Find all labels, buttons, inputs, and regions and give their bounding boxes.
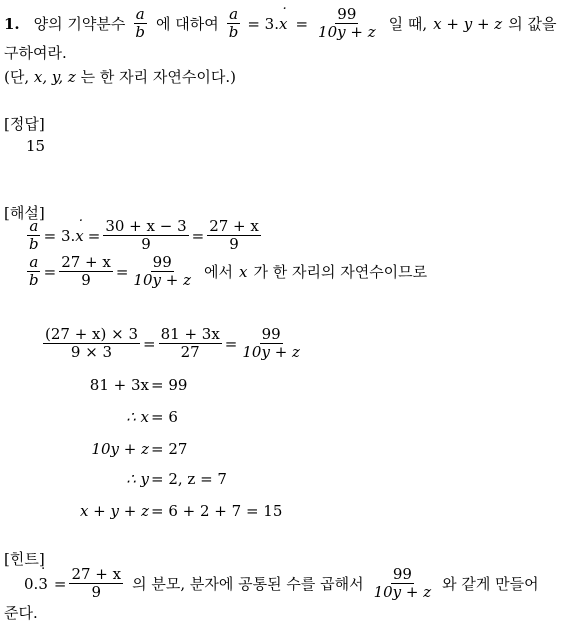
hint-line-2: 준다. xyxy=(4,604,38,622)
solution-line-4-lhs: 81 + 3x xyxy=(89,376,149,394)
problem-expr: x + y + z xyxy=(433,14,503,33)
eq-sign: = xyxy=(295,14,309,33)
problem-line-3: (단, x, y, z 는 한 자리 자연수이다.) xyxy=(4,68,236,86)
solution-line-3: $\frac{(27 + x) \times 3}{9 \times 3}$ = $\frac{81 + 3x}{27}$ = $\frac{99}{10y + z}$ xyxy=(45,325,300,361)
solution-line-6-rhs: = 27 xyxy=(151,440,188,458)
fraction-99: $\frac{99}{10y + z}$ xyxy=(318,5,376,41)
solution-line-6-lhs: 10y + z xyxy=(91,440,149,458)
hint-label: [힌트] xyxy=(4,550,45,568)
solution-label: [해설] xyxy=(4,204,45,222)
problem-number: 1. xyxy=(4,14,20,33)
solution-line-8-lhs: x + y + z xyxy=(79,502,149,520)
answer-value: 15 xyxy=(26,137,46,155)
solution-line-7-rhs: = 2, z = 7 xyxy=(151,470,227,488)
solution-line-7-lhs: ∴ y xyxy=(126,470,149,488)
problem-text-4: 의 값을 xyxy=(508,15,557,33)
problem-text-2: 에 대하여 xyxy=(156,15,219,33)
hint-line-1: 0. 3 ˙ = $\frac{27 + x}{9}$ 의 분모, 분자에 공통된 수를 곱해서 $\frac{99}{10y + z}$ 와 같게 만들어 xyxy=(24,566,539,601)
problem-text-3: 일 때, xyxy=(388,15,428,33)
solution-line-4-rhs: = 99 xyxy=(151,376,188,394)
problem-line-2: 구하여라. xyxy=(4,44,67,62)
solution-line-5-rhs: = 6 xyxy=(151,408,178,426)
solution-line-1: $\frac{a}{b}$ = 3. x ˙ = $\frac{30 + x - 3}{9}$ = $\frac{27 + x}{9}$ xyxy=(24,218,264,253)
problem-text-1: 양의 기약분수 xyxy=(33,15,126,33)
solution-line-5-lhs: ∴ x xyxy=(126,408,149,426)
answer-label: [정답] xyxy=(4,115,45,133)
problem-line-1 xyxy=(4,6,556,41)
fraction-a-over-b-2: $\frac{a}{b}$ xyxy=(228,5,239,41)
fraction-a-over-b: $\frac{a}{b}$ xyxy=(135,5,145,41)
solution-line-2: $\frac{a}{b}$ = $\frac{27 + x}{9}$ = $\frac{99}{10y + z}$ 에서 x 가 한 자리의 자연수이므로 xyxy=(29,253,428,289)
solution-line-8-rhs: = 6 + 2 + 7 = 15 xyxy=(151,502,283,520)
repeating-x: x ˙ xyxy=(279,15,287,33)
eq-decimal: = 3. xyxy=(247,14,279,33)
